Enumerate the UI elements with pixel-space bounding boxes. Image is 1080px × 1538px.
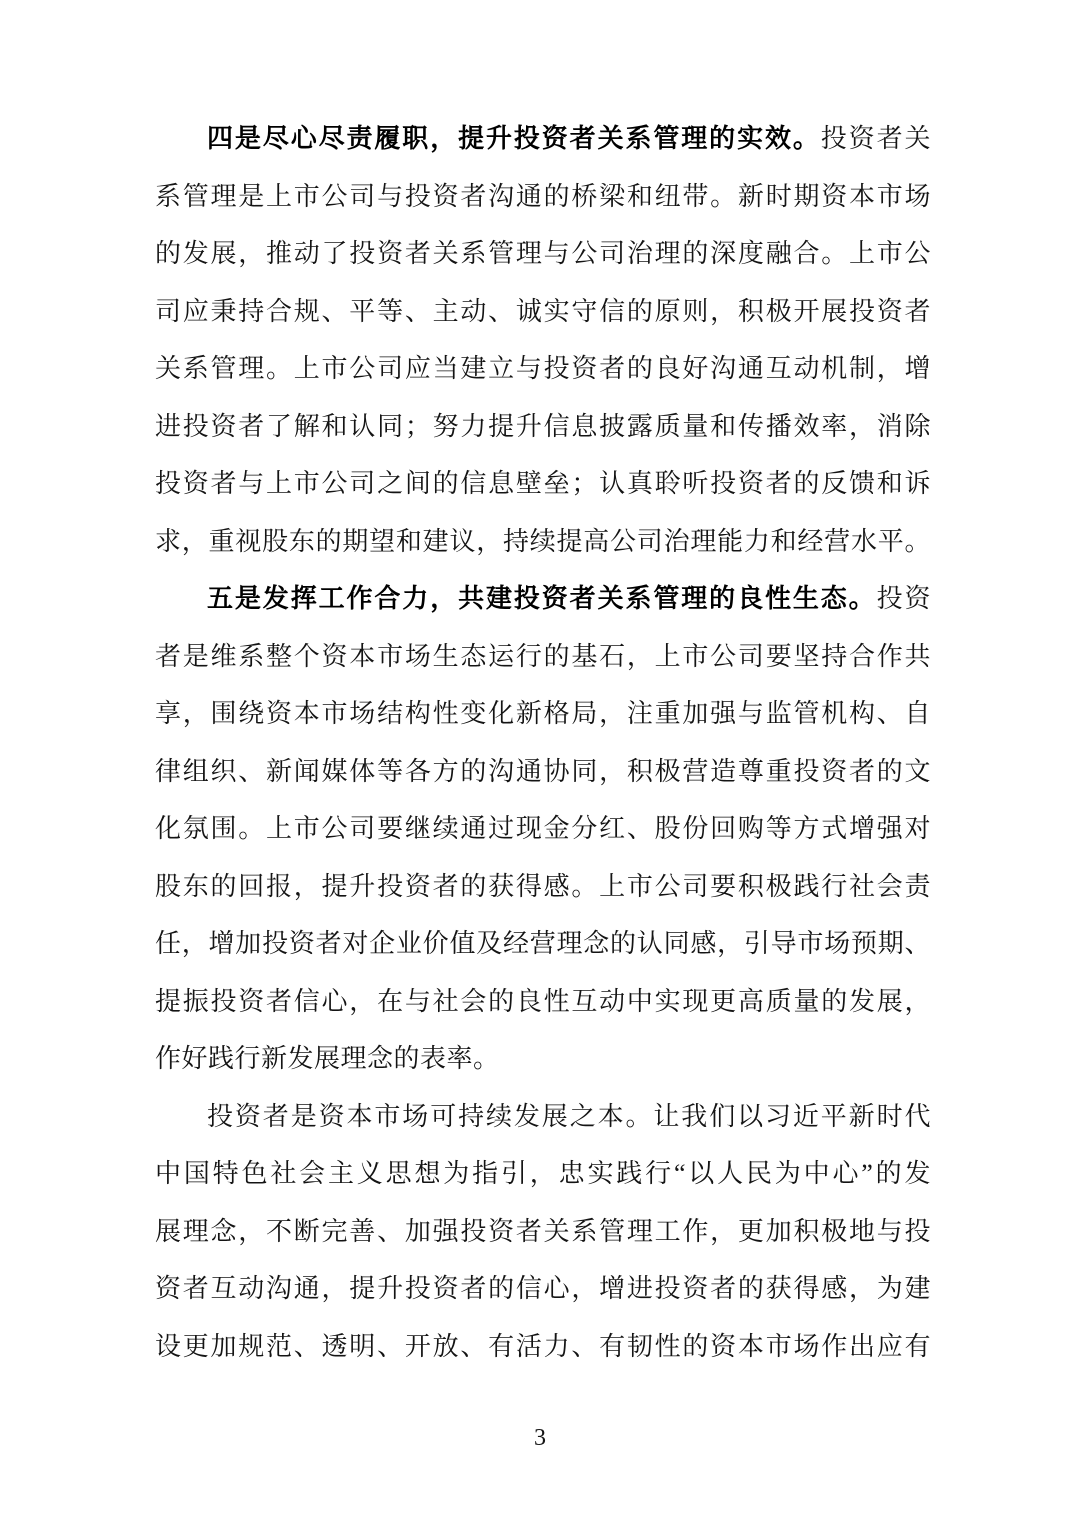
text-line bbox=[155, 858, 931, 916]
text-line bbox=[155, 110, 931, 168]
paragraph-lead-text: 四是尽心尽责履职，提升投资者关系管理的实效。 bbox=[207, 124, 821, 153]
text-segment: 求，重视股东的期望和建议，持续提高公司治理能力和经营水平。 bbox=[155, 526, 931, 556]
text-line bbox=[155, 800, 931, 858]
text-line bbox=[155, 685, 931, 743]
text-segment: 作好践行新发展理念的表率。 bbox=[155, 1044, 500, 1073]
text-segment: 律组织、新闻媒体等各方的沟通协同，积极营造尊重投资者的文 bbox=[155, 756, 931, 786]
text-segment: 资者互动沟通，提升投资者的信心，增进投资者的获得感，为建 bbox=[155, 1274, 931, 1303]
text-segment: 任，增加投资者对企业价值及经营理念的认同感，引导市场预期、 bbox=[155, 929, 931, 958]
text-segment: 中国特色社会主义思想为指引，忠实践行“以人民为中心”的发 bbox=[155, 1159, 931, 1188]
text-line bbox=[155, 455, 931, 513]
text-line bbox=[155, 1260, 931, 1318]
text-segment: 投资者与上市公司之间的信息壁垒；认真聆听投资者的反馈和诉 bbox=[155, 469, 931, 498]
text-line bbox=[155, 398, 931, 456]
document-body bbox=[155, 110, 931, 1375]
text-line bbox=[155, 1318, 931, 1376]
text-segment: 投资 bbox=[876, 584, 931, 613]
text-segment: 股东的回报，提升投资者的获得感。上市公司要积极践行社会责 bbox=[155, 871, 931, 901]
text-segment: 化氛围。上市公司要继续通过现金分红、股份回购等方式增强对 bbox=[155, 814, 931, 843]
text-line bbox=[155, 570, 931, 628]
text-segment: 关系管理。上市公司应当建立与投资者的良好沟通互动机制，增 bbox=[155, 354, 931, 383]
text-line bbox=[155, 743, 931, 801]
text-segment: 进投资者了解和认同；努力提升信息披露质量和传播效率，消除 bbox=[155, 411, 931, 441]
text-line bbox=[155, 915, 931, 973]
text-line bbox=[155, 513, 931, 571]
paragraph-lead-text: 五是发挥工作合力，共建投资者关系管理的良性生态。 bbox=[207, 584, 877, 613]
text-line bbox=[155, 973, 931, 1031]
text-segment: 系管理是上市公司与投资者沟通的桥梁和纽带。新时期资本市场 bbox=[155, 181, 931, 211]
text-segment: 投资者关 bbox=[820, 124, 931, 153]
text-line bbox=[155, 1203, 931, 1261]
text-line bbox=[155, 1145, 931, 1203]
text-line bbox=[155, 1088, 931, 1146]
text-segment: 提振投资者信心，在与社会的良性互动中实现更高质量的发展， bbox=[155, 986, 931, 1016]
text-segment: 设更加规范、透明、开放、有活力、有韧性的资本市场作出应有 bbox=[155, 1331, 931, 1361]
text-segment: 者是维系整个资本市场生态运行的基石，上市公司要坚持合作共 bbox=[155, 641, 931, 671]
text-line bbox=[155, 168, 931, 226]
text-line bbox=[155, 340, 931, 398]
text-line bbox=[155, 1030, 931, 1088]
text-segment: 的发展，推动了投资者关系管理与公司治理的深度融合。上市公 bbox=[155, 239, 931, 268]
text-line bbox=[155, 628, 931, 686]
page-number: 3 bbox=[534, 1425, 546, 1451]
text-segment: 享，围绕资本市场结构性变化新格局，注重加强与监管机构、自 bbox=[155, 699, 931, 728]
text-segment: 投资者是资本市场可持续发展之本。让我们以习近平新时代 bbox=[207, 1101, 931, 1131]
text-line bbox=[155, 283, 931, 341]
text-segment: 司应秉持合规、平等、主动、诚实守信的原则，积极开展投资者 bbox=[155, 296, 931, 326]
text-line bbox=[155, 225, 931, 283]
text-segment: 展理念，不断完善、加强投资者关系管理工作，更加积极地与投 bbox=[155, 1216, 931, 1246]
